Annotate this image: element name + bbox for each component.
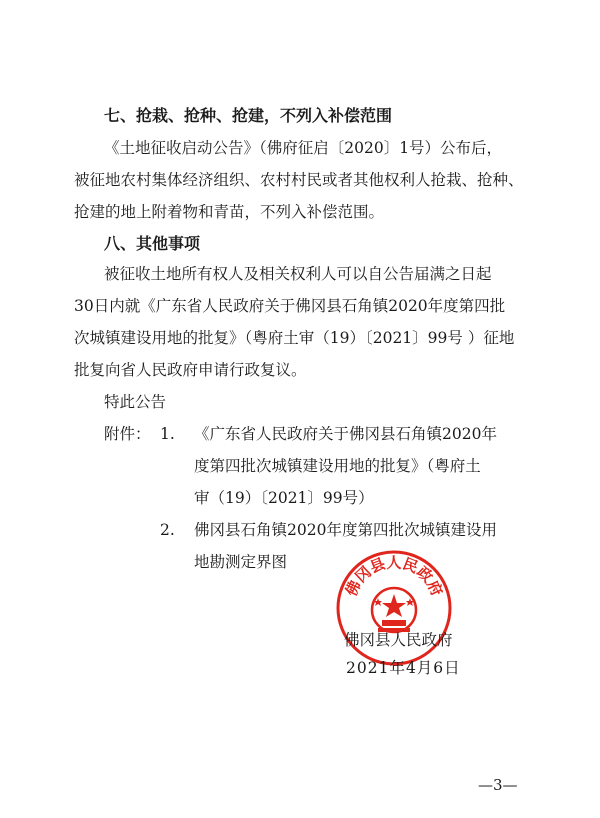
section-8-line: 次城镇建设用地的批复》（粤府土审（19）〔2021〕99号 ）征地 bbox=[74, 329, 515, 347]
attachments-label: 附件： bbox=[104, 425, 151, 443]
attachment-number: 2. bbox=[160, 521, 175, 539]
section-7-line: 抢建的地上附着物和青苗，不列入补偿范围。 bbox=[74, 203, 385, 221]
attachment-line: 度第四批次城镇建设用地的批复》（粤府土 bbox=[194, 457, 481, 475]
attachment-line: 地勘测定界图 bbox=[194, 553, 288, 571]
signature-org: 佛冈县人民政府 bbox=[344, 631, 453, 649]
section-8-line: 被征收土地所有权人及相关权利人可以自公告届满之日起 bbox=[104, 265, 492, 283]
section-8-line: 30日内就《广东省人民政府关于佛冈县石角镇2020年度第四批 bbox=[74, 297, 506, 315]
section-7-heading: 七、抢栽、抢种、抢建，不列入补偿范围 bbox=[104, 106, 393, 125]
section-8-heading: 八、其他事项 bbox=[104, 234, 201, 253]
section-7-line: 《土地征收启动公告》（佛府征启〔2020〕1号）公布后， bbox=[104, 139, 503, 157]
seal-text: 佛冈县人民政府 bbox=[341, 553, 447, 599]
closing-text: 特此公告 bbox=[104, 393, 167, 411]
signature-date: 2021年4月6日 bbox=[346, 659, 461, 677]
attachment-number: 1. bbox=[160, 425, 175, 443]
page-number: —3— bbox=[478, 776, 518, 794]
section-7-line: 被征地农村集体经济组织、农村村民或者其他权利人抢栽、抢种、 bbox=[74, 171, 524, 189]
attachment-line: 审（19）〔2021〕99号） bbox=[194, 489, 374, 507]
emblem-icon bbox=[372, 588, 416, 632]
attachment-line: 《广东省人民政府关于佛冈县石角镇2020年 bbox=[194, 425, 497, 443]
section-8-line: 批复向省人民政府申请行政复议。 bbox=[74, 361, 307, 379]
attachment-line: 佛冈县石角镇2020年度第四批次城镇建设用 bbox=[194, 521, 497, 539]
official-seal bbox=[334, 548, 454, 668]
